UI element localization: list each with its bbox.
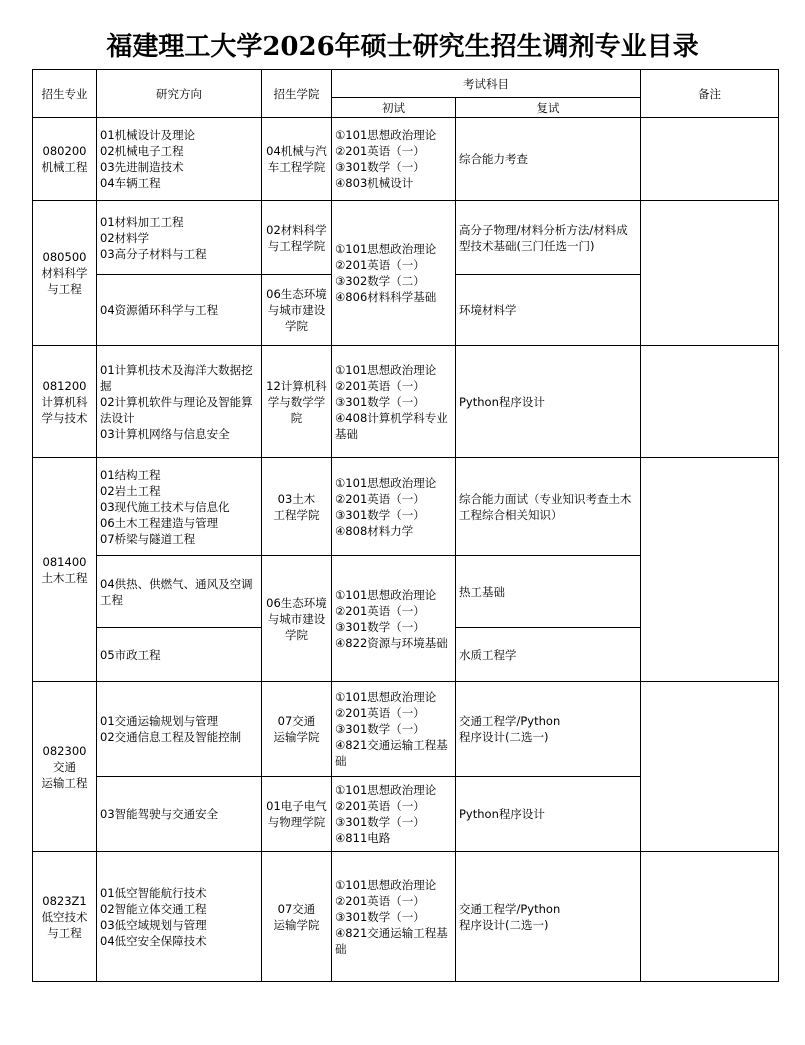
- retest-cell: Python程序设计: [456, 777, 641, 852]
- direction-cell: 03智能驾驶与交通安全: [97, 777, 262, 852]
- header-major: 招生专业: [33, 70, 97, 118]
- first-exam-cell: ①101思想政治理论 ②201英语（一） ③301数学（一） ④811电路: [332, 777, 456, 852]
- header-exam: 考试科目: [332, 70, 641, 98]
- college-cell: 01电子电气与物理学院: [262, 777, 332, 852]
- direction-cell: 04供热、供燃气、通风及空调工程: [97, 556, 262, 628]
- header-college: 招生学院: [262, 70, 332, 118]
- table-row: [33, 682, 779, 777]
- table-row: [33, 118, 779, 201]
- first-exam-cell: ①101思想政治理论 ②201英语（一） ③301数学（一） ④808材料力学: [332, 458, 456, 556]
- remark-cell: [641, 682, 779, 852]
- college-cell: 04机械与汽车工程学院: [262, 118, 332, 201]
- retest-cell: 环境材料学: [456, 275, 641, 346]
- header-direction: 研究方向: [97, 70, 262, 118]
- first-exam-cell: ①101思想政治理论 ②201英语（一） ③301数学（一） ④821交通运输工程基础: [332, 852, 456, 982]
- major-cell: 0823Z1 低空技术与工程: [33, 852, 97, 982]
- remark-cell: [641, 118, 779, 201]
- table-row: [33, 201, 779, 275]
- college-cell: 02材料科学与工程学院: [262, 201, 332, 275]
- retest-cell: 综合能力考查: [456, 118, 641, 201]
- header-remark: 备注: [641, 70, 779, 118]
- table-row: [33, 458, 779, 556]
- college-cell: 07交通 运输学院: [262, 852, 332, 982]
- direction-cell: 04资源循环科学与工程: [97, 275, 262, 346]
- college-cell: 06生态环境与城市建设学院: [262, 275, 332, 346]
- major-cell: 082300 交通 运输工程: [33, 682, 97, 852]
- first-exam-cell: ①101思想政治理论 ②201英语（一） ③301数学（一） ④821交通运输工程基础: [332, 682, 456, 777]
- direction-cell: 01材料加工工程 02材料学 03高分子材料与工程: [97, 201, 262, 275]
- first-exam-cell: ①101思想政治理论 ②201英语（一） ③301数学（一） ④822资源与环境基础: [332, 556, 456, 682]
- remark-cell: [641, 346, 779, 458]
- retest-cell: Python程序设计: [456, 346, 641, 458]
- retest-cell: 高分子物理/材料分析方法/材料成型技术基础(三门任选一门): [456, 201, 641, 275]
- first-exam-cell: ①101思想政治理论 ②201英语（一） ③301数学（一） ④408计算机学科专业基础: [332, 346, 456, 458]
- major-cell: 081200 计算机科学与技术: [33, 346, 97, 458]
- retest-cell: 交通工程学/Python 程序设计(二选一): [456, 682, 641, 777]
- page-title: 福建理工大学2026年硕士研究生招生调剂专业目录: [106, 32, 699, 62]
- direction-cell: 05市政工程: [97, 628, 262, 682]
- retest-cell: 水质工程学: [456, 628, 641, 682]
- direction-cell: 01机械设计及理论 02机械电子工程 03先进制造技术 04车辆工程: [97, 118, 262, 201]
- major-cell: 081400 土木工程: [33, 458, 97, 682]
- college-cell: 07交通 运输学院: [262, 682, 332, 777]
- major-cell: 080200 机械工程: [33, 118, 97, 201]
- college-cell: 12计算机科学与数学学院: [262, 346, 332, 458]
- retest-cell: 交通工程学/Python 程序设计(二选一): [456, 852, 641, 982]
- first-exam-cell: ①101思想政治理论 ②201英语（一） ③302数学（二） ④806材料科学基础: [332, 201, 456, 346]
- college-cell: 06生态环境与城市建设学院: [262, 556, 332, 682]
- major-cell: 080500 材料科学与工程: [33, 201, 97, 346]
- direction-cell: 01计算机技术及海洋大数据挖掘 02计算机软件与理论及智能算法设计 03计算机网络与信息安全: [97, 346, 262, 458]
- header-retest: 复试: [456, 98, 641, 118]
- first-exam-cell: ①101思想政治理论 ②201英语（一） ③301数学（一） ④803机械设计: [332, 118, 456, 201]
- retest-cell: 综合能力面试（专业知识考查土木工程综合相关知识）: [456, 458, 641, 556]
- header-first: 初试: [332, 98, 456, 118]
- direction-cell: 01交通运输规划与管理 02交通信息工程及智能控制: [97, 682, 262, 777]
- remark-cell: [641, 458, 779, 682]
- college-cell: 03土木 工程学院: [262, 458, 332, 556]
- table-row: [33, 346, 779, 458]
- remark-cell: [641, 201, 779, 346]
- table-row: [33, 852, 779, 982]
- remark-cell: [641, 852, 779, 982]
- direction-cell: 01低空智能航行技术 02智能立体交通工程 03低空域规划与管理 04低空安全保障技术: [97, 852, 262, 982]
- catalog-table: [32, 69, 779, 982]
- retest-cell: 热工基础: [456, 556, 641, 628]
- direction-cell: 01结构工程 02岩土工程 03现代施工技术与信息化 06土木工程建造与管理 07桥梁与隧道工程: [97, 458, 262, 556]
